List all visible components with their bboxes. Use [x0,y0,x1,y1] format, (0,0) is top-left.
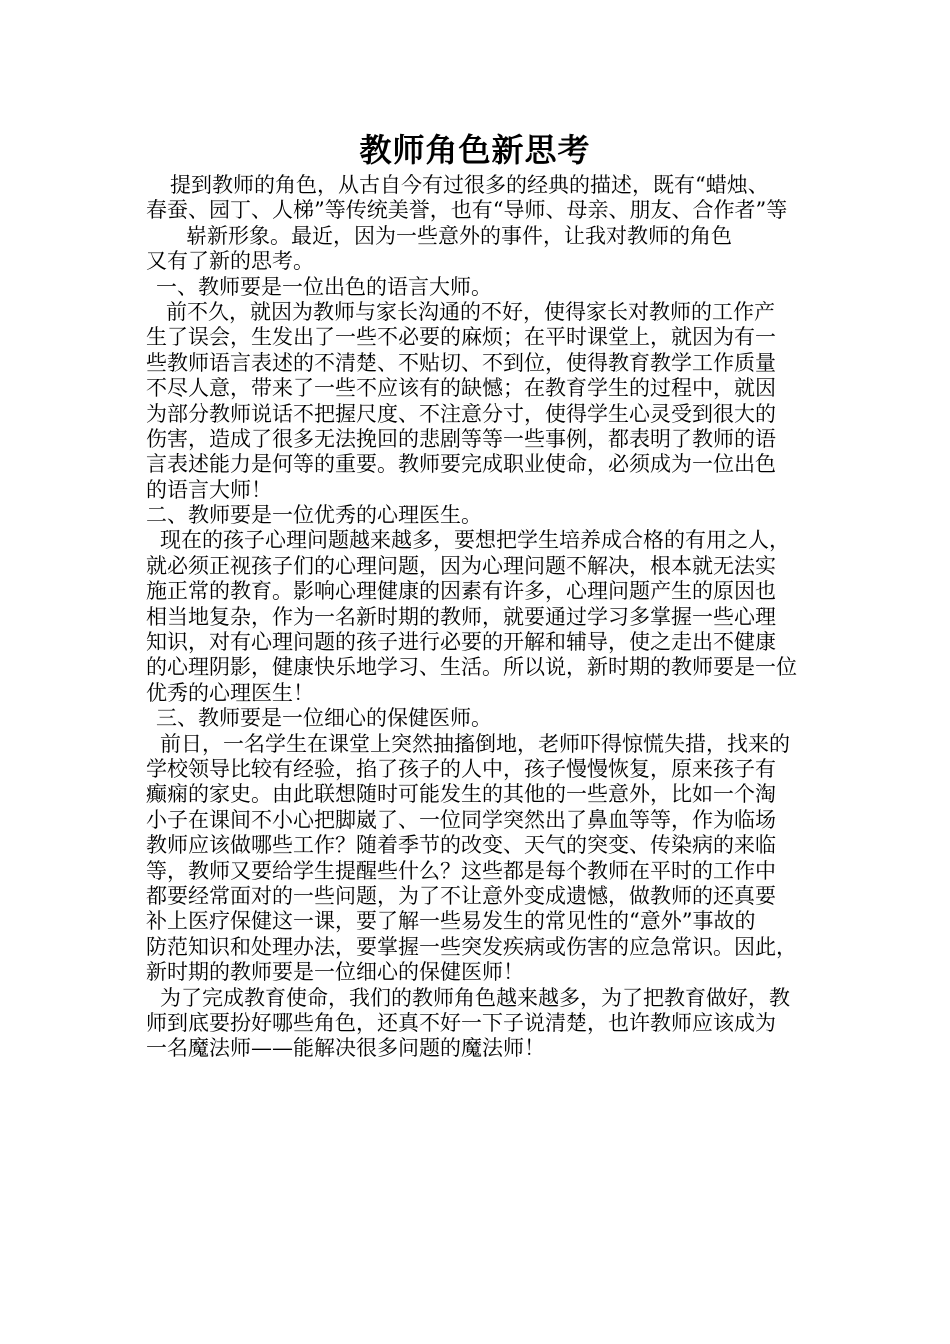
text-line: 提到教师的角色，从古自今有过很多的经典的描述，既有“蜡烛、 [170,173,769,197]
text-line: 防范知识和处理办法，要掌握一些突发疾病或伤害的应急常识。因此， [146,934,797,959]
text-line: 师到底要扮好哪些角色，还真不好一下子说清楚，也许教师应该成为 [146,1010,776,1035]
text-line: 二、教师要是一位优秀的心理医生。 [146,503,482,528]
text-line: 施正常的教育。影响心理健康的因素有许多，心理问题产生的原因也 [146,579,776,604]
text-line: 的心理阴影，健康快乐地学习、生活。所以说，新时期的教师要是一位 [146,655,797,680]
document-title: 教师角色新思考 [359,131,591,169]
text-line: 又有了新的思考。 [146,249,314,274]
text-line: 崭新形象。最近，因为一些意外的事件，让我对教师的角色 [186,223,732,248]
text-line: 小子在课间不小心把脚崴了、一位同学突然出了鼻血等等，作为临场 [146,807,776,832]
text-line: 相当地复杂，作为一名新时期的教师，就要通过学习多掌握一些心理 [146,604,776,629]
text-line: 前不久，就因为教师与家长沟通的不好，使得家长对教师的工作产 [166,299,775,324]
text-line: 为部分教师说话不把握尺度、不注意分寸，使得学生心灵受到很大的 [146,401,776,426]
text-line: 优秀的心理医生！ [146,680,314,705]
text-line: 癫痫的家史。由此联想随时可能发生的其他的一些意外，比如一个淘 [146,782,776,807]
text-line: 现在的孩子心理问题越来越多，要想把学生培养成合格的有用之人， [160,528,790,553]
text-line: 知识，对有心理问题的孩子进行必要的开解和辅导，使之走出不健康 [146,630,776,655]
text-line: 就必须正视孩子们的心理问题，因为心理问题不解决，根本就无法实 [146,553,776,578]
text-line: 一、教师要是一位出色的语言大师。 [156,274,492,299]
document-body [146,173,826,1062]
text-line: 伤害，造成了很多无法挽回的悲剧等等一些事例，都表明了教师的语 [146,426,776,451]
text-line: 不尽人意，带来了一些不应该有的缺憾；在教育学生的过程中，就因 [146,376,776,401]
text-line: 为了完成教育使命，我们的教师角色越来越多，为了把教育做好，教 [160,985,790,1010]
text-line: 的语言大师！ [146,477,272,502]
text-line: 补上医疗保健这一课，要了解一些易发生的常见性的“意外”事故的 [146,909,756,934]
text-line: 生了误会，生发出了一些不必要的麻烦；在平时课堂上，就因为有一 [146,325,776,350]
text-line: 一名魔法师——能解决很多问题的魔法师！ [146,1036,545,1061]
text-line: 都要经常面对的一些问题，为了不让意外变成遗憾，做教师的还真要 [146,883,776,908]
text-line: 春蚕、园丁、人梯”等传统美誉，也有“导师、母亲、朋友、合作者”等 [146,198,788,223]
text-line: 新时期的教师要是一位细心的保健医师！ [146,960,524,985]
text-line: 等，教师又要给学生提醒些什么？这些都是每个教师在平时的工作中 [146,858,776,883]
text-line: 言表述能力是何等的重要。教师要完成职业使命，必须成为一位出色 [146,452,776,477]
text-line: 前日，一名学生在课堂上突然抽搐倒地，老师吓得惊慌失措，找来的 [160,731,790,756]
text-line: 三、教师要是一位细心的保健医师。 [156,706,492,731]
text-line: 教师应该做哪些工作？随着季节的改变、天气的突变、传染病的来临 [146,833,776,858]
text-line: 些教师语言表述的不清楚、不贴切、不到位，使得教育教学工作质量 [146,350,776,375]
text-line: 学校领导比较有经验，掐了孩子的人中，孩子慢慢恢复，原来孩子有 [146,756,776,781]
